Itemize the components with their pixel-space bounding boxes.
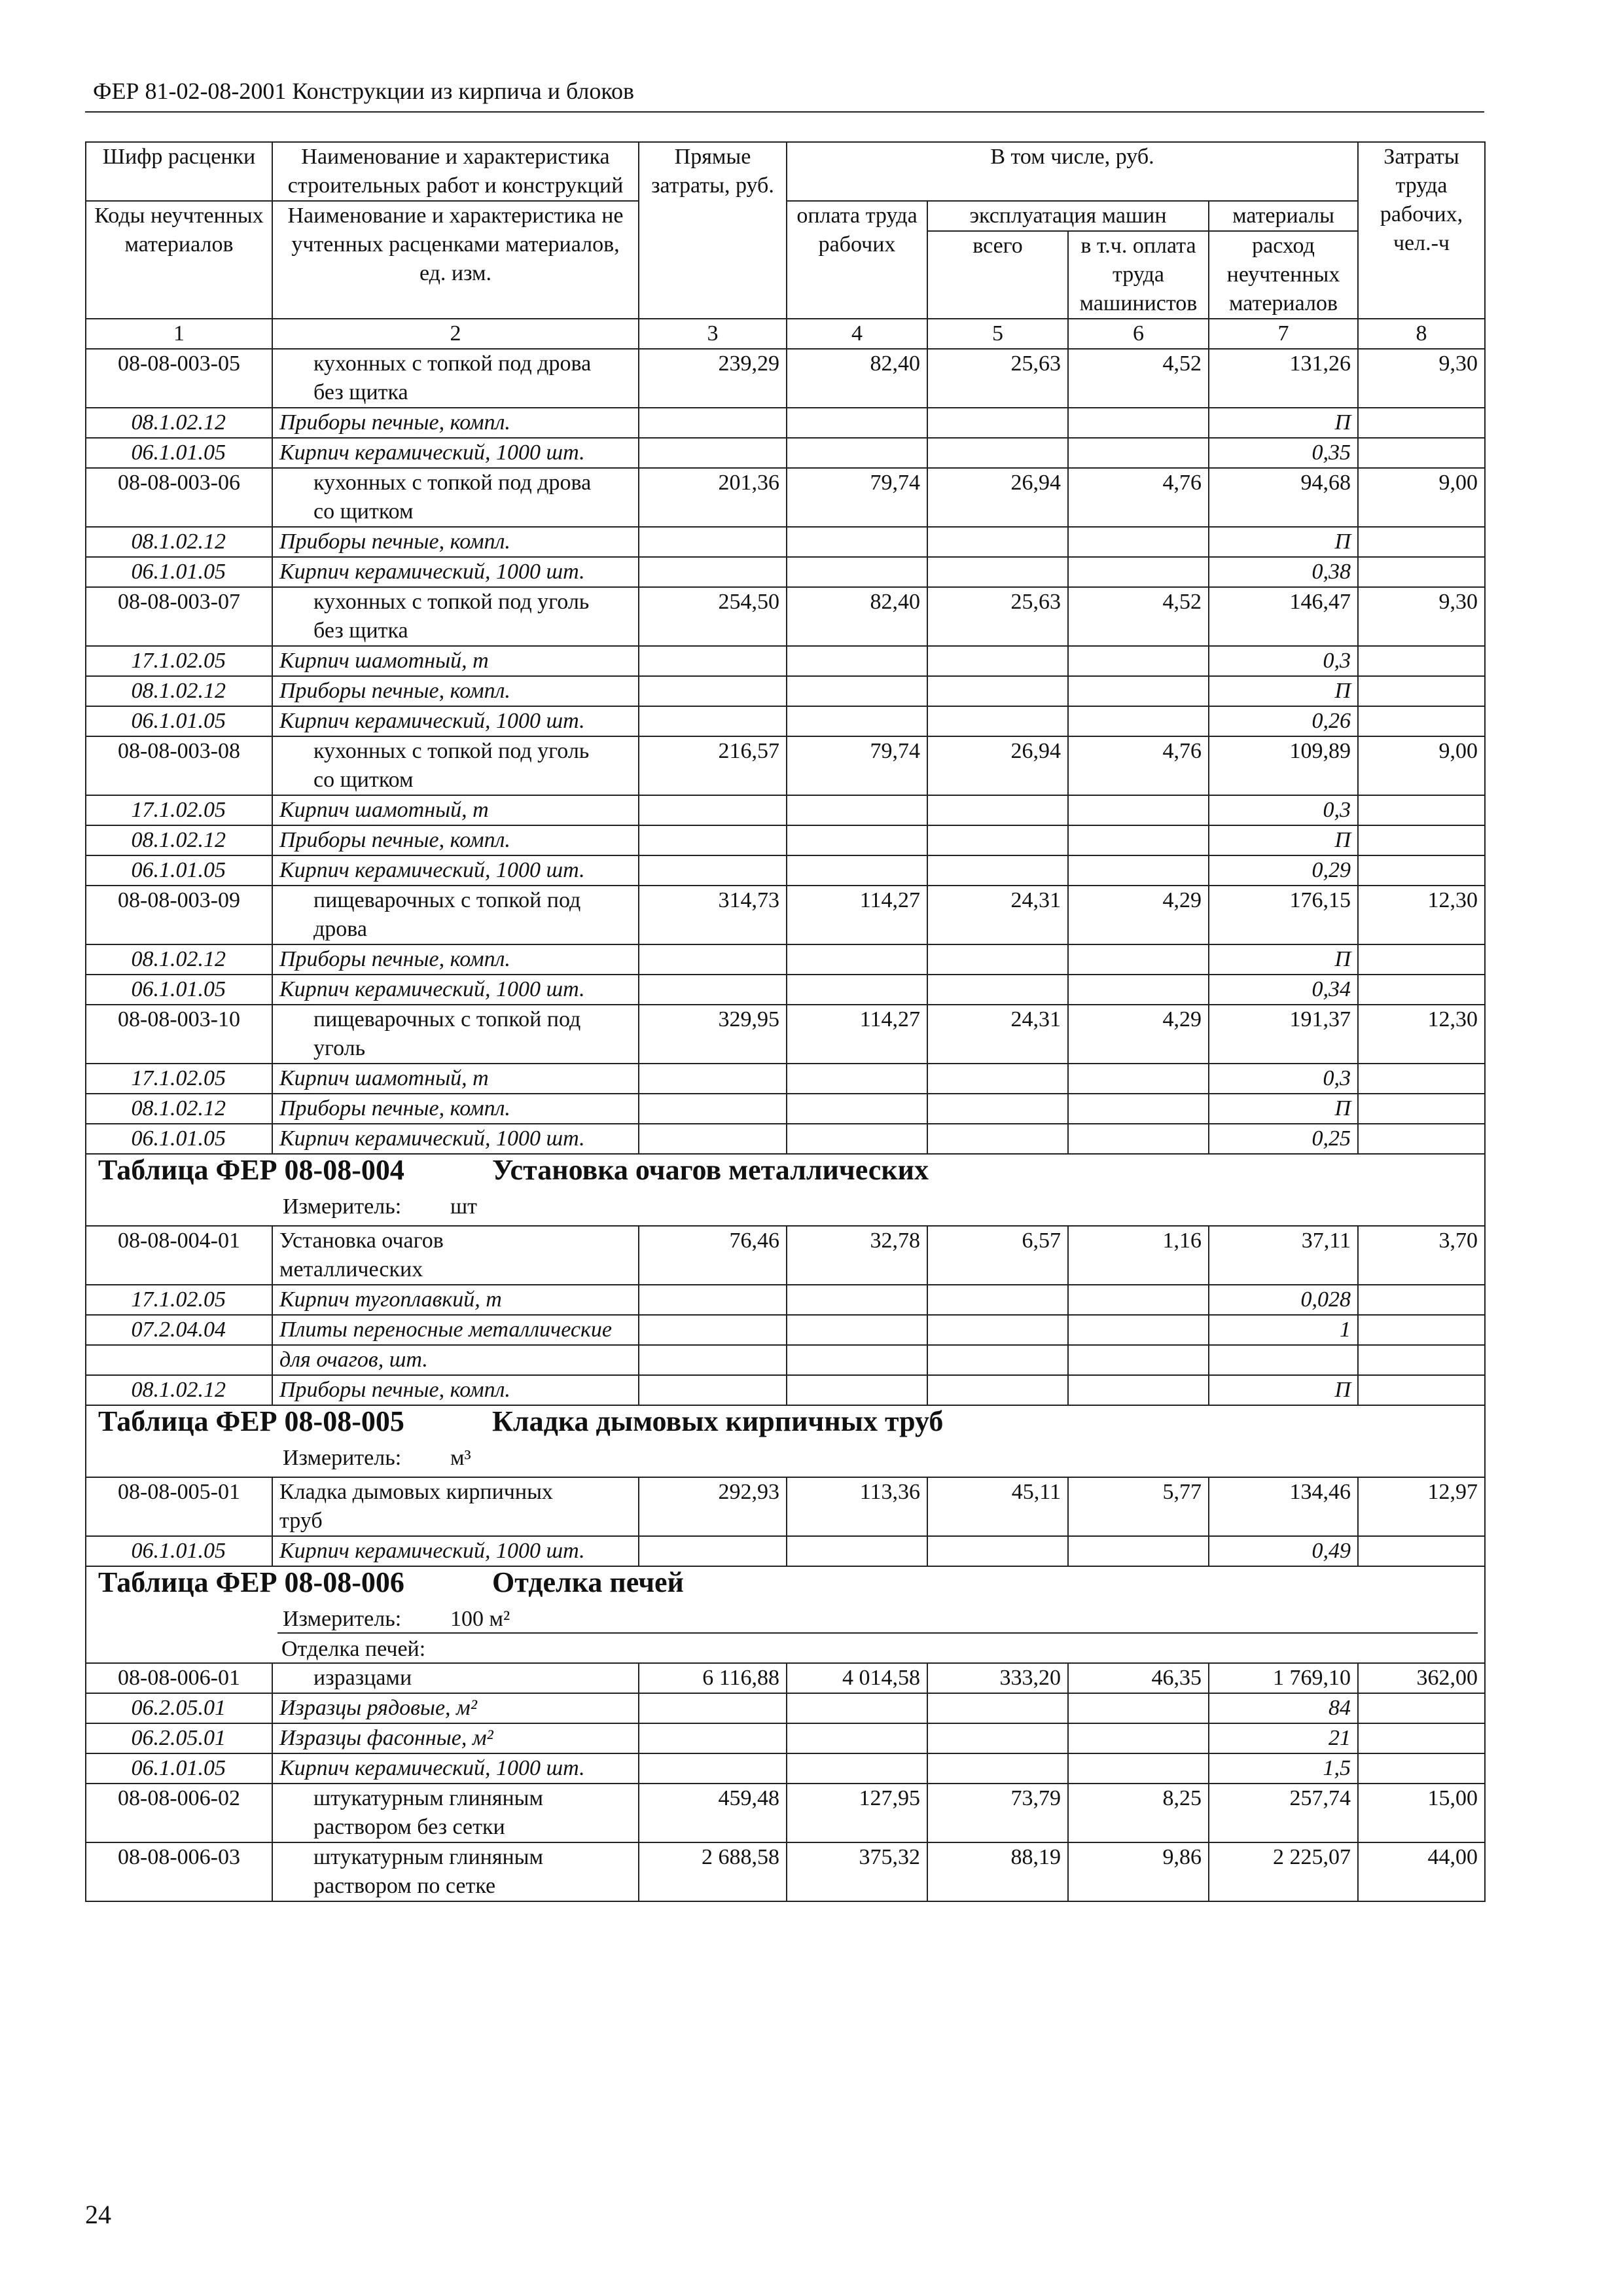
labor-hours: 44,00 bbox=[1358, 1842, 1485, 1901]
material-qty bbox=[1209, 1345, 1358, 1375]
material-qty: 0,3 bbox=[1209, 795, 1358, 825]
unaccounted-material-row bbox=[86, 1064, 1485, 1094]
rate-row bbox=[86, 1226, 1485, 1285]
direct-cost: 459,48 bbox=[639, 1784, 787, 1842]
direct-cost: 201,36 bbox=[639, 468, 787, 527]
material-name: Кирпич керамический, 1000 шт. bbox=[272, 438, 639, 468]
rate-name bbox=[272, 1784, 639, 1842]
rate-name-line: без щитка bbox=[313, 619, 408, 643]
rate-row bbox=[86, 349, 1485, 408]
col-incl-header: В том числе, руб. bbox=[787, 142, 1358, 201]
rate-name bbox=[272, 587, 639, 646]
materials-cost: 257,74 bbox=[1209, 1784, 1358, 1842]
material-name: Приборы печные, компл. bbox=[272, 676, 639, 706]
machinist-labor-cost: 4,29 bbox=[1068, 886, 1209, 944]
rate-row bbox=[86, 587, 1485, 646]
rate-row bbox=[86, 886, 1485, 944]
material-qty: П bbox=[1209, 1375, 1358, 1405]
materials-cost: 37,11 bbox=[1209, 1226, 1358, 1285]
direct-cost: 292,93 bbox=[639, 1477, 787, 1536]
table-005-heading bbox=[93, 1406, 1478, 1477]
machinist-labor-cost: 4,52 bbox=[1068, 587, 1209, 646]
table-006-body bbox=[86, 1663, 1485, 1901]
material-qty: 1 bbox=[1209, 1315, 1358, 1345]
machinist-labor-cost: 46,35 bbox=[1068, 1663, 1209, 1693]
labor-cost: 114,27 bbox=[787, 886, 927, 944]
machine-cost: 26,94 bbox=[927, 736, 1068, 795]
material-name: Кирпич керамический, 1000 шт. bbox=[272, 1536, 639, 1566]
page-number: 24 bbox=[85, 2200, 111, 2229]
labor-cost: 79,74 bbox=[787, 736, 927, 795]
rate-code: 08-08-006-01 bbox=[86, 1663, 272, 1693]
table-005-body bbox=[86, 1477, 1485, 1566]
unaccounted-material-row bbox=[86, 1375, 1485, 1405]
labor-cost: 127,95 bbox=[787, 1784, 927, 1842]
machinist-labor-cost: 4,76 bbox=[1068, 468, 1209, 527]
table-subtitle: Отделка печей: bbox=[281, 1637, 426, 1661]
table-number: Таблица ФЕР 08-08-005 bbox=[98, 1405, 404, 1437]
material-name: Плиты переносные металлические bbox=[272, 1315, 639, 1345]
material-name: Кирпич тугоплавкий, т bbox=[272, 1285, 639, 1315]
unaccounted-material-row bbox=[86, 975, 1485, 1005]
material-code: 17.1.02.05 bbox=[86, 1064, 272, 1094]
material-code: 08.1.02.12 bbox=[86, 527, 272, 557]
unaccounted-material-row bbox=[86, 1124, 1485, 1154]
rate-name bbox=[272, 349, 639, 408]
col-labor-header: оплата труда рабочих bbox=[787, 201, 927, 319]
table-003-body bbox=[86, 349, 1485, 1154]
rate-code: 08-08-005-01 bbox=[86, 1477, 272, 1536]
labor-cost: 82,40 bbox=[787, 587, 927, 646]
rate-name-line: Кладка дымовых кирпичных bbox=[279, 1480, 553, 1504]
unaccounted-material-row bbox=[86, 795, 1485, 825]
labor-cost: 82,40 bbox=[787, 349, 927, 408]
material-qty: 0,3 bbox=[1209, 646, 1358, 676]
machine-cost: 88,19 bbox=[927, 1842, 1068, 1901]
material-name: Приборы печные, компл. bbox=[272, 1375, 639, 1405]
material-code: 08.1.02.12 bbox=[86, 1375, 272, 1405]
material-qty: П bbox=[1209, 1094, 1358, 1124]
rate-name-line: кухонных с топкой под уголь bbox=[313, 739, 590, 763]
rate-name bbox=[272, 1005, 639, 1064]
table-006-heading bbox=[93, 1567, 1478, 1662]
col-hours-header: Затраты труда рабочих, чел.-ч bbox=[1358, 142, 1485, 319]
col-number: 8 bbox=[1358, 319, 1485, 349]
material-code: 17.1.02.05 bbox=[86, 795, 272, 825]
machinist-labor-cost: 4,29 bbox=[1068, 1005, 1209, 1064]
rate-code: 08-08-003-05 bbox=[86, 349, 272, 408]
rates-table bbox=[85, 141, 1486, 1902]
material-qty: 0,26 bbox=[1209, 706, 1358, 736]
rate-name-line: Установка очагов bbox=[279, 1229, 444, 1253]
material-code: 06.1.01.05 bbox=[86, 1536, 272, 1566]
unaccounted-material-row bbox=[86, 1693, 1485, 1723]
labor-cost: 32,78 bbox=[787, 1226, 927, 1285]
rate-code: 08-08-006-03 bbox=[86, 1842, 272, 1901]
rate-name-line: со щитком bbox=[313, 768, 414, 792]
rate-row bbox=[86, 1477, 1485, 1536]
unaccounted-material-row bbox=[86, 944, 1485, 975]
material-name: Кирпич керамический, 1000 шт. bbox=[272, 855, 639, 886]
material-name: Кирпич керамический, 1000 шт. bbox=[272, 975, 639, 1005]
rate-name-line: дрова bbox=[313, 917, 367, 941]
material-qty: 0,35 bbox=[1209, 438, 1358, 468]
material-qty: 0,3 bbox=[1209, 1064, 1358, 1094]
materials-cost: 131,26 bbox=[1209, 349, 1358, 408]
col-number: 2 bbox=[272, 319, 639, 349]
unaccounted-material-row bbox=[86, 1723, 1485, 1753]
materials-cost: 109,89 bbox=[1209, 736, 1358, 795]
col-number: 6 bbox=[1068, 319, 1209, 349]
labor-hours: 362,00 bbox=[1358, 1663, 1485, 1693]
labor-hours: 12,30 bbox=[1358, 1005, 1485, 1064]
materials-cost: 94,68 bbox=[1209, 468, 1358, 527]
machinist-labor-cost: 4,52 bbox=[1068, 349, 1209, 408]
rate-name-line: кухонных с топкой под дрова bbox=[313, 351, 592, 376]
meter-value: м³ bbox=[450, 1446, 471, 1470]
rate-row bbox=[86, 1005, 1485, 1064]
col-mach-total-header: всего bbox=[927, 231, 1068, 319]
materials-cost: 176,15 bbox=[1209, 886, 1358, 944]
rate-code: 08-08-003-06 bbox=[86, 468, 272, 527]
material-code: 06.1.01.05 bbox=[86, 1753, 272, 1784]
material-name: Приборы печные, компл. bbox=[272, 527, 639, 557]
rate-name-line: со щитком bbox=[313, 499, 414, 524]
machinist-labor-cost: 8,25 bbox=[1068, 1784, 1209, 1842]
rate-name bbox=[272, 736, 639, 795]
rate-name-line: изразцами bbox=[313, 1666, 412, 1690]
material-name: Кирпич керамический, 1000 шт. bbox=[272, 1753, 639, 1784]
machine-cost: 333,20 bbox=[927, 1663, 1068, 1693]
labor-hours: 12,97 bbox=[1358, 1477, 1485, 1536]
unaccounted-material-row bbox=[86, 1753, 1485, 1784]
labor-hours: 9,00 bbox=[1358, 736, 1485, 795]
unaccounted-material-row bbox=[86, 1536, 1485, 1566]
material-code: 07.2.04.04 bbox=[86, 1315, 272, 1345]
rate-code: 08-08-004-01 bbox=[86, 1226, 272, 1285]
materials-cost: 1 769,10 bbox=[1209, 1663, 1358, 1693]
material-qty: П bbox=[1209, 825, 1358, 855]
material-code: 08.1.02.12 bbox=[86, 825, 272, 855]
material-qty: 84 bbox=[1209, 1693, 1358, 1723]
rate-row bbox=[86, 1842, 1485, 1901]
meter-label: Измеритель: bbox=[283, 1607, 402, 1631]
labor-cost: 79,74 bbox=[787, 468, 927, 527]
rate-name-line: раствором по сетке bbox=[313, 1874, 496, 1898]
material-name: Приборы печные, компл. bbox=[272, 825, 639, 855]
rate-name-line: пищеварочных с топкой под bbox=[313, 1007, 581, 1031]
unaccounted-material-row bbox=[86, 527, 1485, 557]
material-name: для очагов, шт. bbox=[272, 1345, 639, 1375]
rate-code: 08-08-003-07 bbox=[86, 587, 272, 646]
direct-cost: 254,50 bbox=[639, 587, 787, 646]
material-code: 06.1.01.05 bbox=[86, 975, 272, 1005]
col-machines-header: эксплуатация машин bbox=[927, 201, 1209, 231]
material-code: 06.1.01.05 bbox=[86, 706, 272, 736]
rate-name-line: кухонных с топкой под дрова bbox=[313, 471, 592, 495]
unaccounted-material-row bbox=[86, 706, 1485, 736]
material-code: 08.1.02.12 bbox=[86, 408, 272, 438]
material-qty: 0,29 bbox=[1209, 855, 1358, 886]
machinist-labor-cost: 1,16 bbox=[1068, 1226, 1209, 1285]
material-qty: 0,49 bbox=[1209, 1536, 1358, 1566]
machinist-labor-cost: 9,86 bbox=[1068, 1842, 1209, 1901]
material-code: 06.1.01.05 bbox=[86, 438, 272, 468]
material-code: 08.1.02.12 bbox=[86, 944, 272, 975]
material-qty: П bbox=[1209, 527, 1358, 557]
material-code bbox=[86, 1345, 272, 1375]
rate-name-line: без щитка bbox=[313, 380, 408, 404]
table-title: Кладка дымовых кирпичных труб bbox=[492, 1405, 944, 1437]
rate-row bbox=[86, 1663, 1485, 1693]
unaccounted-material-row bbox=[86, 855, 1485, 886]
material-name: Изразцы рядовые, м² bbox=[272, 1693, 639, 1723]
rate-name-line: раствором без сетки bbox=[313, 1815, 505, 1839]
machine-cost: 73,79 bbox=[927, 1784, 1068, 1842]
labor-cost: 114,27 bbox=[787, 1005, 927, 1064]
material-qty: 0,25 bbox=[1209, 1124, 1358, 1154]
col-number: 7 bbox=[1209, 319, 1358, 349]
col-materials-header: материалы bbox=[1209, 201, 1358, 231]
col-number: 4 bbox=[787, 319, 927, 349]
direct-cost: 76,46 bbox=[639, 1226, 787, 1285]
meter-label: Измеритель: bbox=[283, 1446, 402, 1470]
material-name: Приборы печные, компл. bbox=[272, 408, 639, 438]
unaccounted-material-row bbox=[86, 1094, 1485, 1124]
meter-value: шт bbox=[450, 1194, 478, 1219]
material-name: Приборы печные, компл. bbox=[272, 944, 639, 975]
rate-name bbox=[272, 1842, 639, 1901]
labor-hours: 9,30 bbox=[1358, 349, 1485, 408]
material-code: 06.2.05.01 bbox=[86, 1693, 272, 1723]
table-number: Таблица ФЕР 08-08-004 bbox=[98, 1154, 404, 1186]
table-title: Отделка печей bbox=[492, 1566, 684, 1598]
direct-cost: 329,95 bbox=[639, 1005, 787, 1064]
col-unaccounted-names-header: Наименование и характеристика не учтенных расценками материалов, ед. изм. bbox=[272, 201, 639, 319]
table-004-heading bbox=[93, 1155, 1478, 1225]
col-mat-usage-header: расход неучтенных материалов bbox=[1209, 231, 1358, 319]
material-name: Кирпич шамотный, т bbox=[272, 1064, 639, 1094]
rate-row bbox=[86, 468, 1485, 527]
material-qty: П bbox=[1209, 408, 1358, 438]
material-qty: 1,5 bbox=[1209, 1753, 1358, 1784]
material-code: 08.1.02.12 bbox=[86, 1094, 272, 1124]
rate-code: 08-08-006-02 bbox=[86, 1784, 272, 1842]
labor-hours: 3,70 bbox=[1358, 1226, 1485, 1285]
direct-cost: 239,29 bbox=[639, 349, 787, 408]
rate-code: 08-08-003-10 bbox=[86, 1005, 272, 1064]
unaccounted-material-row bbox=[86, 646, 1485, 676]
labor-hours: 9,00 bbox=[1358, 468, 1485, 527]
page-header-title: ФЕР 81-02-08-2001 Конструкции из кирпича и блоков bbox=[93, 78, 635, 104]
materials-cost: 146,47 bbox=[1209, 587, 1358, 646]
rate-name-line: штукатурным глиняным bbox=[313, 1845, 544, 1869]
machine-cost: 45,11 bbox=[927, 1477, 1068, 1536]
col-number: 3 bbox=[639, 319, 787, 349]
unaccounted-material-row bbox=[86, 825, 1485, 855]
subtitle-rule bbox=[277, 1632, 1478, 1634]
col-unaccounted-codes-header: Коды неучтенных материалов bbox=[86, 201, 272, 319]
unaccounted-material-row bbox=[86, 676, 1485, 706]
material-qty: 0,34 bbox=[1209, 975, 1358, 1005]
material-qty: 21 bbox=[1209, 1723, 1358, 1753]
col-name-header: Наименование и характеристика строительных работ и конструкций bbox=[272, 142, 639, 201]
material-qty: 0,38 bbox=[1209, 557, 1358, 587]
col-number: 5 bbox=[927, 319, 1068, 349]
rate-name bbox=[272, 1226, 639, 1285]
rate-name-line: пищеварочных с топкой под bbox=[313, 888, 581, 912]
rate-row bbox=[86, 1784, 1485, 1842]
machinist-labor-cost: 5,77 bbox=[1068, 1477, 1209, 1536]
rate-name bbox=[272, 1663, 639, 1693]
labor-hours: 15,00 bbox=[1358, 1784, 1485, 1842]
material-name: Кирпич керамический, 1000 шт. bbox=[272, 706, 639, 736]
table-title: Установка очагов металлических bbox=[492, 1154, 929, 1186]
col-number: 1 bbox=[86, 319, 272, 349]
material-name: Приборы печные, компл. bbox=[272, 1094, 639, 1124]
machine-cost: 25,63 bbox=[927, 349, 1068, 408]
material-code: 06.1.01.05 bbox=[86, 855, 272, 886]
machine-cost: 24,31 bbox=[927, 1005, 1068, 1064]
material-code: 17.1.02.05 bbox=[86, 646, 272, 676]
meter-label: Измеритель: bbox=[283, 1194, 402, 1219]
rate-name-line: кухонных с топкой под уголь bbox=[313, 590, 590, 614]
rate-name-line: штукатурным глиняным bbox=[313, 1786, 544, 1810]
direct-cost: 314,73 bbox=[639, 886, 787, 944]
unaccounted-material-row bbox=[86, 1315, 1485, 1345]
direct-cost: 6 116,88 bbox=[639, 1663, 787, 1693]
col-direct-header: Прямые затраты, руб. bbox=[639, 142, 787, 319]
material-qty: 0,028 bbox=[1209, 1285, 1358, 1315]
rate-name bbox=[272, 886, 639, 944]
materials-cost: 134,46 bbox=[1209, 1477, 1358, 1536]
machine-cost: 24,31 bbox=[927, 886, 1068, 944]
material-qty: П bbox=[1209, 944, 1358, 975]
rate-code: 08-08-003-09 bbox=[86, 886, 272, 944]
col-mach-labor-header: в т.ч. оплата труда машинистов bbox=[1068, 231, 1209, 319]
rate-name-line: металлических bbox=[279, 1257, 423, 1282]
material-qty: П bbox=[1209, 676, 1358, 706]
material-name: Изразцы фасонные, м² bbox=[272, 1723, 639, 1753]
material-name: Кирпич шамотный, т bbox=[272, 646, 639, 676]
meter-value: 100 м² bbox=[450, 1607, 510, 1631]
unaccounted-material-row bbox=[86, 1345, 1485, 1375]
unaccounted-material-row bbox=[86, 557, 1485, 587]
material-code: 06.2.05.01 bbox=[86, 1723, 272, 1753]
table-number: Таблица ФЕР 08-08-006 bbox=[98, 1566, 404, 1598]
labor-cost: 375,32 bbox=[787, 1842, 927, 1901]
materials-cost: 2 225,07 bbox=[1209, 1842, 1358, 1901]
material-name: Кирпич керамический, 1000 шт. bbox=[272, 1124, 639, 1154]
rate-name bbox=[272, 1477, 639, 1536]
material-code: 08.1.02.12 bbox=[86, 676, 272, 706]
material-name: Кирпич шамотный, т bbox=[272, 795, 639, 825]
machinist-labor-cost: 4,76 bbox=[1068, 736, 1209, 795]
unaccounted-material-row bbox=[86, 408, 1485, 438]
table-004-body bbox=[86, 1226, 1485, 1405]
labor-cost: 113,36 bbox=[787, 1477, 927, 1536]
material-code: 06.1.01.05 bbox=[86, 557, 272, 587]
rate-name bbox=[272, 468, 639, 527]
header-rule bbox=[85, 111, 1484, 113]
rate-code: 08-08-003-08 bbox=[86, 736, 272, 795]
unaccounted-material-row bbox=[86, 1285, 1485, 1315]
rate-row bbox=[86, 736, 1485, 795]
direct-cost: 216,57 bbox=[639, 736, 787, 795]
unaccounted-material-row bbox=[86, 438, 1485, 468]
labor-hours: 9,30 bbox=[1358, 587, 1485, 646]
labor-cost: 4 014,58 bbox=[787, 1663, 927, 1693]
rate-name-line: труб bbox=[279, 1509, 323, 1533]
machine-cost: 26,94 bbox=[927, 468, 1068, 527]
labor-hours: 12,30 bbox=[1358, 886, 1485, 944]
material-code: 17.1.02.05 bbox=[86, 1285, 272, 1315]
rate-name-line: уголь bbox=[313, 1036, 366, 1060]
material-name: Кирпич керамический, 1000 шт. bbox=[272, 557, 639, 587]
col-code-header: Шифр расценки bbox=[86, 142, 272, 201]
direct-cost: 2 688,58 bbox=[639, 1842, 787, 1901]
material-code: 06.1.01.05 bbox=[86, 1124, 272, 1154]
machine-cost: 6,57 bbox=[927, 1226, 1068, 1285]
materials-cost: 191,37 bbox=[1209, 1005, 1358, 1064]
machine-cost: 25,63 bbox=[927, 587, 1068, 646]
